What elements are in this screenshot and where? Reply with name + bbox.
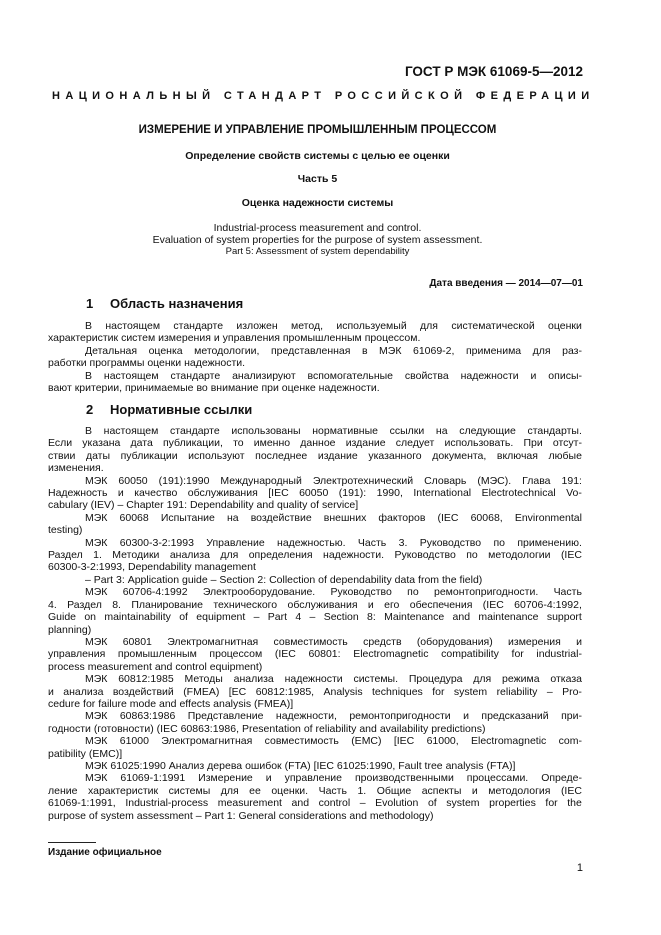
text-line: Надежность и качество обслуживания [IEC 60050 (191): 1990, International Electrotechnical Vo- [48, 487, 582, 500]
text-line: ствии даты публикации используют последнее издание указанного документа, включая любые [48, 449, 582, 462]
text-line: и анализа воздействий (FMEA) [EC 60812:1985, Analysis techniques for system reliability – Pro- [48, 685, 582, 698]
text-line: patibility (EMC)] [48, 747, 123, 760]
english-title [52, 222, 583, 258]
section-body [48, 425, 582, 822]
subtitle: Определение свойств системы с целью ее оценки [185, 150, 450, 162]
text-line: Детальная оценка методологии, представленная в МЭК 61069-2, применима для раз- [85, 344, 582, 357]
text-line: Guide on maintainability of equipment – Part 4 – Section 8: Maintenance and maintenance support [48, 611, 582, 624]
section-title: Область назначения [110, 296, 244, 311]
text-line: работки программы оценки надежности. [48, 357, 246, 370]
text-line: purpose of system assessment – Part 1: General considerations and methodology) [48, 809, 434, 822]
text-line: МЭК 61069-1:1991 Измерение и управление производственными процессами. Опреде- [85, 772, 582, 785]
text-line: testing) [48, 524, 83, 537]
text-line: 4. Раздел 8. Планирование технического обслуживания и его обеспечения (IEC 60706-4:1992, [48, 598, 582, 611]
section-number: 1 [86, 296, 94, 311]
text-line: вают критерии, принимаемые во внимание при оценке надежности. [48, 382, 380, 395]
english-title-line: Evaluation of system properties for the purpose of system assessment. [152, 234, 483, 246]
text-line: управления промышленным процессом (IEC 60801: Electromagnetic compatibility for industrial- [48, 648, 582, 661]
text-line: характеристик систем измерения и управления промышленным процессом. [48, 332, 421, 345]
text-line: МЭК 60300-3-2:1993 Управление надежностью. Часть 3. Руководство по применению. [85, 536, 582, 549]
text-line: 61069-1:1991, Industrial-process measurement and control – Evolution of system properties for the [48, 797, 582, 810]
text-line: Если указана дата публикации, то именно данное издание следует использовать. При отсут- [48, 437, 582, 450]
text-line: МЭК 61000 Электромагнитная совместимость (EMC) [IEC 61000, Electromagnetic com- [85, 735, 582, 748]
part-number: Часть 5 [297, 173, 338, 185]
page-number: 1 [576, 862, 583, 874]
text-line: МЭК 60706-4:1992 Электрооборудование. Руководство по ремонтопригодности. Часть [85, 586, 582, 599]
english-title-line: Part 5: Assessment of system dependability [225, 246, 410, 257]
text-line: cabulary (IEV) – Chapter 191: Dependability and quality of service] [48, 499, 359, 512]
section-number: 2 [86, 402, 94, 417]
footnote-rule [48, 842, 96, 843]
text-line: В настоящем стандарте изложен метод, используемый для систематической оценки [85, 320, 582, 332]
section-heading [86, 402, 252, 417]
text-line: В настоящем стандарте использованы нормативные ссылки на следующие стандарты. [85, 425, 582, 437]
introduction-date: Дата введения — 2014—07—01 [429, 278, 583, 289]
text-line: planning) [48, 623, 92, 636]
text-line: МЭК 61025:1990 Анализ дерева ошибок (FTA) [IEC 61025:1990, Fault tree analysis (FTA)] [85, 759, 516, 772]
text-line: МЭК 60068 Испытание на воздействие внешних факторов (IEC 60068, Environmental [85, 511, 582, 524]
part-title: Оценка надежности системы [241, 197, 394, 209]
text-line: МЭК 60050 (191):1990 Международный Электротехнический Словарь (МЭС). Глава 191: [85, 474, 582, 487]
document-code: ГОСТ Р МЭК 61069-5—2012 [404, 64, 583, 79]
text-line: Раздел 1. Методики анализа для определения надежности. Руководство по методологии (IEC [48, 549, 582, 562]
text-line: cedure for failure mode and effects analysis (FMEA)] [48, 697, 294, 710]
text-line: ление характеристик системы для ее оценки. Часть 1. Общие аспекты и методология (IEC [48, 784, 582, 797]
text-line: МЭК 60812:1985 Методы анализа надежности системы. Процедура для режима отказа [85, 673, 582, 686]
main-title: ИЗМЕРЕНИЕ И УПРАВЛЕНИЕ ПРОМЫШЛЕННЫМ ПРОЦЕССОМ [138, 124, 497, 136]
text-line: годности (готовности) (IEC 60863:1986, Presentation of reliability and availability predictions) [48, 722, 486, 735]
text-line: МЭК 60801 Электромагнитная совместимость средств (оборудования) измерения и [85, 635, 582, 648]
text-line: МЭК 60863:1986 Представление надежности, ремонтопригодности и предсказаний при- [85, 710, 582, 723]
text-line: изменения. [48, 462, 104, 475]
national-standard-banner: НАЦИОНАЛЬНЫЙ СТАНДАРТ РОССИЙСКОЙ ФЕДЕРАЦИИ [52, 90, 595, 102]
text-line: – Part 3: Application guide – Section 2: Collection of dependability data from the field) [85, 573, 483, 586]
text-line: process measurement and control equipment) [48, 660, 263, 673]
text-line: 60300-3-2:1993, Dependability management [48, 561, 256, 574]
section-title: Нормативные ссылки [110, 402, 253, 417]
edition-label: Издание официальное [48, 847, 162, 858]
english-title-line: Industrial-process measurement and control. [213, 222, 422, 234]
section-body [48, 320, 582, 394]
section-heading [86, 296, 243, 311]
text-line: В настоящем стандарте анализируют вспомогательные свойства надежности и описы- [85, 369, 582, 382]
